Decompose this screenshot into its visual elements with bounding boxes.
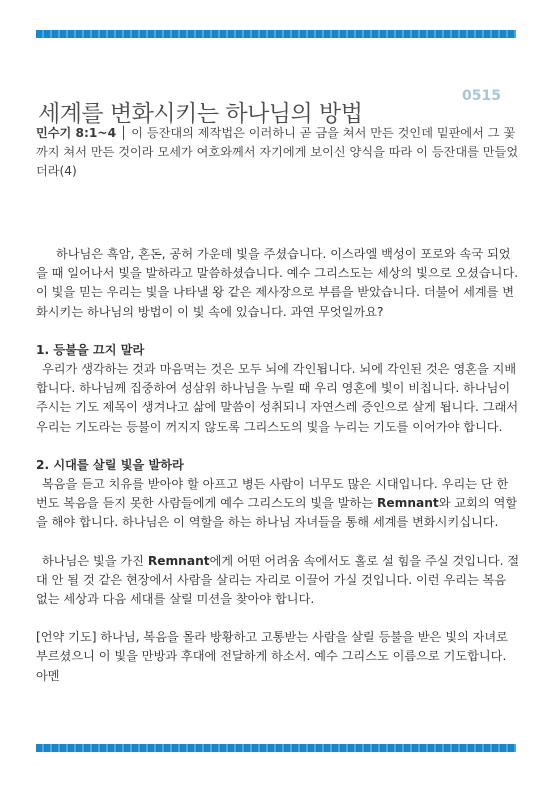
section2-text-part1: 복음을 듣고 치유를 받아야 할 아프고 병든 사람이 너무도 많은 시대입니다. 우리는 단 한 번도 복음을 듣지 못한 사람들에게 예수 그리스도의 빛을 발하는 [36,477,509,511]
scripture-passage [36,124,520,181]
covenant-prayer: [언약 기도] 하나님, 복음을 몰라 방황하고 고통받는 사람을 살릴 등불을 받은 빛의 자녀로 부르셨으니 이 빛을 만방과 후대에 전달하게 하소서. 예수 그리스도 이름으로 기도합니다. 아멘 [36,630,508,683]
page-title: 세계를 변화시키는 하나님의 방법 [38,101,363,128]
section1-heading: 1. 등불을 끄지 말라 [36,342,145,357]
reference-separator: │ [119,126,128,140]
date-code: 0515 [462,88,501,104]
top-decorative-stripe [36,30,516,38]
remnant-term: Remnant [376,496,439,511]
closing-text-part2: 에게 어떤 어려움 속에서도 홀로 설 힘을 주실 것입니다. 절대 안 될 것 같은 현장에서 사람을 살리는 자리로 이끌어 가실 것입니다. 이런 우리는 복음 없는 세상과 다음 세대를 살릴 미션을 찾아야 합니다. [36,553,520,607]
sermon-body [36,245,520,686]
section2-heading: 2. 시대를 살릴 빛을 발하라 [36,457,184,472]
bottom-decorative-stripe [36,744,516,752]
scripture-reference: 민수기 8:1~4 [36,126,117,140]
section2-paragraph [36,475,520,533]
scripture-text: 이 등잔대의 제작법은 이러하니 곧 금을 쳐서 만든 것인데 밑판에서 그 꽃까지 쳐서 만든 것이라 모세가 여호와께서 자기에게 보이신 양식을 따라 이 등잔대를 만들었더라(4) [36,126,519,178]
closing-text-part1: 하나님은 빛을 가진 [42,553,148,568]
closing-paragraph [36,552,520,610]
section1-paragraph: 우리가 생각하는 것과 마음먹는 것은 모두 뇌에 각인됩니다. 뇌에 각인된 것은 영혼을 지배합니다. 하나님께 집중하여 성삼위 하나님을 누릴 때 우리 영혼에 빛이 비칩니다. 하나님이 주시는 기도 제목이 생겨나고 삶에 말씀이 성취되니 자연스레 증인으로 살게 됩니다. 그래서 우리는 기도라는 등불이 꺼지지 않도록 그리스도의 빛을 누리는 기도를 이어가야 합니다. [36,362,519,434]
intro-paragraph: 하나님은 흑암, 혼돈, 공허 가운데 빛을 주셨습니다. 이스라엘 백성이 포로와 속국 되었을 때 일어나서 빛을 발하라고 말씀하셨습니다. 예수 그리스도는 세상의 빛으로 오셨습니다. 이 빛을 믿는 우리는 빛을 나타낼 왕 같은 제사장으로 부름을 받았습니다. 더불어 세계를 변화시키는 하나님의 방법이 이 빛 속에 있습니다. 과연 무엇일까요? [36,247,519,319]
section2-text-part2: 와 교회의 역할을 해야 합니다. 하나님은 이 역할을 하는 하나님 자녀들을 통해 세계를 변화시키십니다. [36,496,518,530]
remnant-term: Remnant [147,553,210,568]
